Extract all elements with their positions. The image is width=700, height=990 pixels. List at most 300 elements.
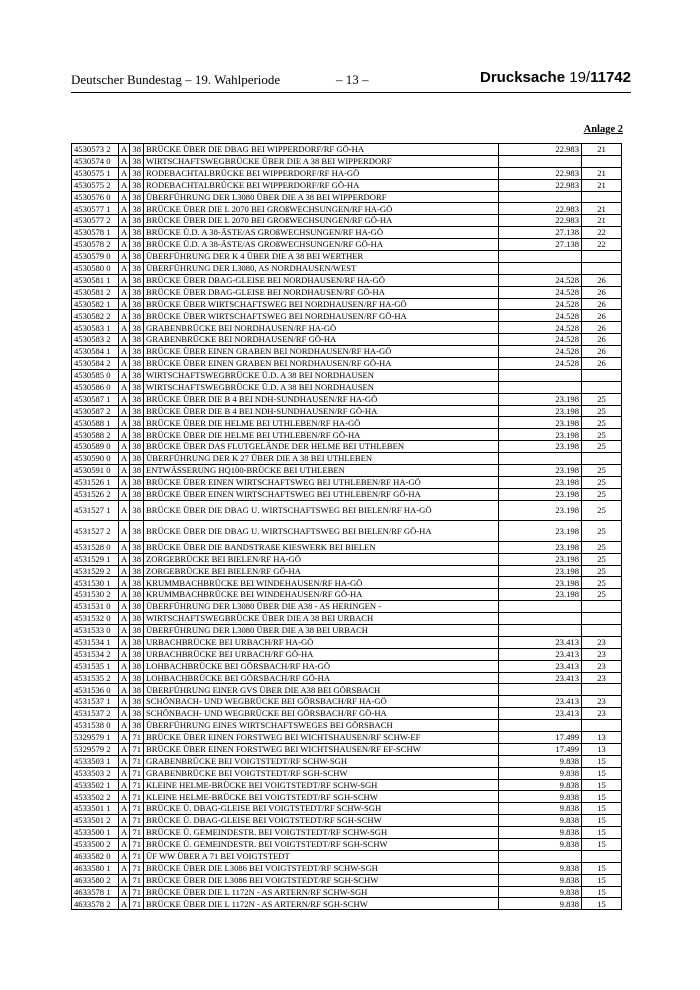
road-number: 38 <box>130 624 144 636</box>
station-km <box>499 191 582 203</box>
road-number: 38 <box>130 239 144 251</box>
station-km: 9.838 <box>499 779 582 791</box>
table-row <box>72 358 622 370</box>
bridge-description: SCHÖNBACH- UND WEGBRÜCKE BEI GÖRSBACH/RF HA-GÖ <box>144 696 499 708</box>
bridge-description: BRÜCKE Ü. DBAG-GLEISE BEI VOIGTSTEDT/RF SCHW-SGH <box>144 803 499 815</box>
road-class: A <box>119 541 130 553</box>
page-number: – 13 – <box>336 72 369 87</box>
table-row <box>72 827 622 839</box>
bridge-id: 4633580 2 <box>72 874 119 886</box>
value: 26 <box>582 322 622 334</box>
value: 21 <box>582 203 622 215</box>
table-row <box>72 838 622 850</box>
road-number: 38 <box>130 589 144 601</box>
table-row <box>72 405 622 417</box>
road-class: A <box>119 358 130 370</box>
bridge-id: 4530587 1 <box>72 393 119 405</box>
value: 25 <box>582 565 622 577</box>
value: 25 <box>582 417 622 429</box>
bridge-id: 4530588 1 <box>72 417 119 429</box>
station-km <box>499 453 582 465</box>
station-km: 23.198 <box>499 476 582 488</box>
table-row <box>72 262 622 274</box>
value: 21 <box>582 167 622 179</box>
value: 23 <box>582 648 622 660</box>
table-row <box>72 874 622 886</box>
road-number: 38 <box>130 262 144 274</box>
table-row <box>72 850 622 862</box>
road-class: A <box>119 369 130 381</box>
value: 22 <box>582 239 622 251</box>
value: 13 <box>582 731 622 743</box>
road-class: A <box>119 755 130 767</box>
station-km: 23.198 <box>499 417 582 429</box>
bridge-description: BRÜCKE Ü.D. A 38-ÄSTE/AS GROßWECHSUNGEN/RF HA-GÖ <box>144 227 499 239</box>
value <box>582 381 622 393</box>
bridge-id: 4531538 0 <box>72 720 119 732</box>
table-row <box>72 381 622 393</box>
bridge-id: 4530574 0 <box>72 155 119 167</box>
station-km: 23.198 <box>499 565 582 577</box>
header-rule <box>71 92 631 93</box>
bridge-description: BRÜCKE ÜBER DIE DBAG BEI WIPPERDORF/RF GÖ-HA <box>144 144 499 156</box>
bridge-description: BRÜCKE ÜBER DBAG-GLEISE BEI NORDHAUSEN/RF HA-GÖ <box>144 274 499 286</box>
road-class: A <box>119 708 130 720</box>
road-class: A <box>119 827 130 839</box>
bridge-id: 4531534 1 <box>72 636 119 648</box>
bridge-id: 4530573 2 <box>72 144 119 156</box>
station-km: 23.198 <box>499 577 582 589</box>
station-km: 24.528 <box>499 298 582 310</box>
bridge-id: 4530577 1 <box>72 203 119 215</box>
road-number: 38 <box>130 227 144 239</box>
road-class: A <box>119 521 130 542</box>
road-number: 38 <box>130 648 144 660</box>
station-km: 23.198 <box>499 541 582 553</box>
bridge-description: WIRTSCHAFTSWEGBRÜCKE ÜBER DIE A 38 BEI WIPPERDORF <box>144 155 499 167</box>
bridge-table-body <box>72 144 622 910</box>
value: 23 <box>582 636 622 648</box>
road-number: 38 <box>130 429 144 441</box>
bridge-description: BRÜCKE ÜBER DIE L3086 BEI VOIGTSTEDT/RF SCHW-SGH <box>144 862 499 874</box>
value: 25 <box>582 441 622 453</box>
station-km: 23.413 <box>499 660 582 672</box>
bridge-description: ÜBERFÜHRUNG DER K 27 ÜBER DIE A 38 BEI UTHLEBEN <box>144 453 499 465</box>
station-km <box>499 684 582 696</box>
bridge-id: 4531536 0 <box>72 684 119 696</box>
station-km: 9.838 <box>499 862 582 874</box>
road-number: 38 <box>130 334 144 346</box>
value: 13 <box>582 743 622 755</box>
station-km: 27.138 <box>499 239 582 251</box>
station-km: 24.528 <box>499 358 582 370</box>
station-km: 23.198 <box>499 589 582 601</box>
road-number: 38 <box>130 672 144 684</box>
table-row <box>72 369 622 381</box>
road-class: A <box>119 405 130 417</box>
bridge-description: BRÜCKE ÜBER DIE DBAG U. WIRTSCHAFTSWEG BEI BIELEN/RF HA-GÖ <box>144 500 499 521</box>
station-km <box>499 155 582 167</box>
station-km <box>499 720 582 732</box>
bridge-description: GRABENBRÜCKE BEI VOIGTSTEDT/RF SCHW-SGH <box>144 755 499 767</box>
table-row <box>72 393 622 405</box>
value: 15 <box>582 838 622 850</box>
road-class: A <box>119 601 130 613</box>
station-km: 9.838 <box>499 827 582 839</box>
road-class: A <box>119 381 130 393</box>
table-row <box>72 636 622 648</box>
station-km: 9.838 <box>499 755 582 767</box>
bridge-description: BRÜCKE ÜBER EINEN FORSTWEG BEI WICHTSHAUSEN/RF SCHW-EF <box>144 731 499 743</box>
road-number: 71 <box>130 815 144 827</box>
bridge-id: 4531526 1 <box>72 476 119 488</box>
bridge-description: BRÜCKE ÜBER DAS FLUTGELÄNDE DER HELME BEI UTHLEBEN <box>144 441 499 453</box>
road-number: 38 <box>130 720 144 732</box>
bridge-description: BRÜCKE Ü. GEMEINDESTR. BEI VOIGTSTEDT/RF SGH-SCHW <box>144 838 499 850</box>
road-class: A <box>119 144 130 156</box>
bridge-description: BRÜCKE ÜBER DIE BANDSTRAßE KIESWERK BEI BIELEN <box>144 541 499 553</box>
value <box>582 601 622 613</box>
bridge-id: 4530576 0 <box>72 191 119 203</box>
bridge-description: BRÜCKE Ü. DBAG-GLEISE BEI VOIGTSTEDT/RF SGH-SCHW <box>144 815 499 827</box>
table-row <box>72 565 622 577</box>
bridge-id: 4533501 1 <box>72 803 119 815</box>
road-number: 38 <box>130 251 144 263</box>
table-row <box>72 310 622 322</box>
value: 21 <box>582 215 622 227</box>
bridge-description: KRUMMBACHBRÜCKE BEI WINDEHAUSEN/RF GÖ-HA <box>144 589 499 601</box>
road-number: 38 <box>130 179 144 191</box>
bridge-id: 4531528 0 <box>72 541 119 553</box>
table-row <box>72 144 622 156</box>
bridge-description: ÜBERFÜHRUNG EINES WIRTSCHAFTSWEGES BEI GÖRSBACH <box>144 720 499 732</box>
bridge-description: BRÜCKE ÜBER EINEN GRABEN BEI NORDHAUSEN/RF GÖ-HA <box>144 358 499 370</box>
bridge-id: 4530588 2 <box>72 429 119 441</box>
table-row <box>72 429 622 441</box>
bridge-table <box>71 143 622 910</box>
bridge-id: 4531535 2 <box>72 672 119 684</box>
table-row <box>72 239 622 251</box>
road-class: A <box>119 453 130 465</box>
road-class: A <box>119 179 130 191</box>
table-row <box>72 898 622 910</box>
road-number: 38 <box>130 660 144 672</box>
road-number: 38 <box>130 310 144 322</box>
document-label: Drucksache <box>480 69 566 86</box>
station-km: 24.528 <box>499 286 582 298</box>
bridge-id: 4533500 1 <box>72 827 119 839</box>
bridge-id: 4633578 1 <box>72 886 119 898</box>
value: 25 <box>582 465 622 477</box>
station-km <box>499 262 582 274</box>
road-number: 38 <box>130 577 144 589</box>
station-km: 23.413 <box>499 672 582 684</box>
bridge-id: 4530582 1 <box>72 298 119 310</box>
page-header <box>71 69 631 92</box>
road-number: 38 <box>130 465 144 477</box>
road-number: 38 <box>130 155 144 167</box>
road-number: 38 <box>130 215 144 227</box>
value: 15 <box>582 898 622 910</box>
road-class: A <box>119 167 130 179</box>
station-km: 9.838 <box>499 886 582 898</box>
station-km: 23.413 <box>499 636 582 648</box>
station-km: 23.198 <box>499 488 582 500</box>
bridge-id: 4530581 1 <box>72 274 119 286</box>
road-class: A <box>119 779 130 791</box>
table-row <box>72 577 622 589</box>
bridge-description: BRÜCKE ÜBER EINEN WIRTSCHAFTSWEG BEI UTHLEBEN/RF GÖ-HA <box>144 488 499 500</box>
value: 21 <box>582 179 622 191</box>
bridge-id: 4530575 1 <box>72 167 119 179</box>
value: 26 <box>582 346 622 358</box>
value: 25 <box>582 577 622 589</box>
bridge-id: 4533502 2 <box>72 791 119 803</box>
bridge-id: 4533503 1 <box>72 755 119 767</box>
bridge-id: 4530585 0 <box>72 369 119 381</box>
road-number: 71 <box>130 850 144 862</box>
bridge-id: 4530578 2 <box>72 239 119 251</box>
value: 23 <box>582 660 622 672</box>
table-row <box>72 589 622 601</box>
bridge-description: ÜBERFÜHRUNG DER K 4 ÜBER DIE A 38 BEI WERTHER <box>144 251 499 263</box>
bridge-description: BRÜCKE Ü. GEMEINDESTR. BEI VOIGTSTEDT/RF SCHW-SGH <box>144 827 499 839</box>
bridge-description: ENTWÄSSERUNG HQ100-BRÜCKE BEI UTHLEBEN <box>144 465 499 477</box>
road-class: A <box>119 684 130 696</box>
bridge-description: ÜF WW ÜBER A 71 BEI VOIGTSTEDT <box>144 850 499 862</box>
bridge-id: 4531534 2 <box>72 648 119 660</box>
bridge-description: ÜBERFÜHRUNG DER L3080 ÜBER DIE A 38 BEI URBACH <box>144 624 499 636</box>
road-class: A <box>119 334 130 346</box>
station-km: 24.528 <box>499 322 582 334</box>
station-km: 23.198 <box>499 500 582 521</box>
bridge-id: 4531526 2 <box>72 488 119 500</box>
road-class: A <box>119 767 130 779</box>
road-class: A <box>119 565 130 577</box>
bridge-id: 4531527 2 <box>72 521 119 542</box>
table-row <box>72 521 622 542</box>
road-class: A <box>119 624 130 636</box>
bridge-id: 4530589 0 <box>72 441 119 453</box>
bridge-id: 4533503 2 <box>72 767 119 779</box>
road-class: A <box>119 898 130 910</box>
value <box>582 720 622 732</box>
station-km: 23.198 <box>499 441 582 453</box>
value: 15 <box>582 874 622 886</box>
value: 25 <box>582 553 622 565</box>
road-number: 38 <box>130 346 144 358</box>
table-row <box>72 731 622 743</box>
publication-title: Deutscher Bundestag – 19. Wahlperiode <box>71 72 281 87</box>
value: 26 <box>582 334 622 346</box>
station-km: 17.499 <box>499 731 582 743</box>
value: 25 <box>582 521 622 542</box>
value <box>582 453 622 465</box>
bridge-description: BRÜCKE ÜBER DIE B 4 BEI NDH-SUNDHAUSEN/RF HA-GÖ <box>144 393 499 405</box>
table-row <box>72 541 622 553</box>
bridge-id: 4530578 1 <box>72 227 119 239</box>
bridge-description: ÜBERFÜHRUNG DER L3080, AS NORDHAUSEN/WEST <box>144 262 499 274</box>
road-class: A <box>119 731 130 743</box>
bridge-description: LOHBACHBRÜCKE BEI GÖRSBACH/RF HA-GÖ <box>144 660 499 672</box>
bridge-id: 4531537 1 <box>72 696 119 708</box>
station-km: 24.528 <box>499 346 582 358</box>
bridge-id: 4530587 2 <box>72 405 119 417</box>
station-km: 22.983 <box>499 179 582 191</box>
road-class: A <box>119 589 130 601</box>
road-number: 38 <box>130 708 144 720</box>
road-number: 38 <box>130 191 144 203</box>
station-km: 24.528 <box>499 310 582 322</box>
road-class: A <box>119 886 130 898</box>
bridge-id: 4633582 0 <box>72 850 119 862</box>
table-row <box>72 803 622 815</box>
station-km <box>499 613 582 625</box>
table-row <box>72 720 622 732</box>
bridge-description: WIRTSCHAFTSWEGBRÜCKE ÜBER DIE A 38 BEI URBACH <box>144 613 499 625</box>
road-class: A <box>119 310 130 322</box>
road-class: A <box>119 803 130 815</box>
station-km <box>499 381 582 393</box>
road-class: A <box>119 262 130 274</box>
value <box>582 850 622 862</box>
road-class: A <box>119 239 130 251</box>
road-class: A <box>119 696 130 708</box>
road-class: A <box>119 274 130 286</box>
road-class: A <box>119 203 130 215</box>
road-class: A <box>119 476 130 488</box>
station-km: 22.983 <box>499 167 582 179</box>
road-class: A <box>119 553 130 565</box>
station-km: 23.198 <box>499 553 582 565</box>
table-row <box>72 298 622 310</box>
station-km: 22.983 <box>499 215 582 227</box>
road-number: 71 <box>130 743 144 755</box>
table-row <box>72 227 622 239</box>
value <box>582 251 622 263</box>
table-row <box>72 191 622 203</box>
value <box>582 155 622 167</box>
road-class: A <box>119 648 130 660</box>
station-km: 23.413 <box>499 696 582 708</box>
bridge-id: 4531527 1 <box>72 500 119 521</box>
bridge-description: BRÜCKE ÜBER DIE DBAG U. WIRTSCHAFTSWEG BEI BIELEN/RF GÖ-HA <box>144 521 499 542</box>
bridge-id: 4633578 2 <box>72 898 119 910</box>
bridge-description: KLEINE HELME-BRÜCKE BEI VOIGTSTEDT/RF SGH-SCHW <box>144 791 499 803</box>
bridge-id: 4530581 2 <box>72 286 119 298</box>
road-class: A <box>119 191 130 203</box>
value <box>582 624 622 636</box>
bridge-description: ÜBERFÜHRUNG DER L3080 ÜBER DIE A 38 BEI WIPPERDORF <box>144 191 499 203</box>
road-number: 71 <box>130 803 144 815</box>
bridge-description: BRÜCKE ÜBER DIE L 2070 BEI GROßWECHSUNGEN/RF GÖ-HA <box>144 215 499 227</box>
value: 26 <box>582 358 622 370</box>
bridge-description: BRÜCKE ÜBER EINEN WIRTSCHAFTSWEG BEI UTHLEBEN/RF HA-GÖ <box>144 476 499 488</box>
bridge-id: 4530584 2 <box>72 358 119 370</box>
station-km: 27.138 <box>499 227 582 239</box>
bridge-id: 4531532 0 <box>72 613 119 625</box>
bridge-id: 5329579 2 <box>72 743 119 755</box>
road-class: A <box>119 500 130 521</box>
table-row <box>72 779 622 791</box>
station-km: 9.838 <box>499 803 582 815</box>
table-row <box>72 743 622 755</box>
road-class: A <box>119 660 130 672</box>
road-number: 38 <box>130 521 144 542</box>
table-row <box>72 708 622 720</box>
road-class: A <box>119 393 130 405</box>
road-number: 71 <box>130 779 144 791</box>
table-row <box>72 441 622 453</box>
station-km <box>499 601 582 613</box>
station-km: 24.528 <box>499 334 582 346</box>
bridge-id: 4530583 2 <box>72 334 119 346</box>
road-number: 38 <box>130 405 144 417</box>
table-row <box>72 488 622 500</box>
station-km: 23.198 <box>499 465 582 477</box>
table-row <box>72 684 622 696</box>
station-km: 9.838 <box>499 815 582 827</box>
bridge-id: 4531529 1 <box>72 553 119 565</box>
table-row <box>72 660 622 672</box>
table-row <box>72 215 622 227</box>
value: 15 <box>582 886 622 898</box>
table-row <box>72 203 622 215</box>
road-number: 38 <box>130 453 144 465</box>
table-row <box>72 251 622 263</box>
bridge-id: 4533501 2 <box>72 815 119 827</box>
value <box>582 191 622 203</box>
road-class: A <box>119 743 130 755</box>
road-number: 38 <box>130 393 144 405</box>
bridge-id: 4531530 1 <box>72 577 119 589</box>
road-class: A <box>119 636 130 648</box>
road-class: A <box>119 791 130 803</box>
bridge-description: BRÜCKE ÜBER DIE L 1172N - AS ARTERN/RF SCHW-SGH <box>144 886 499 898</box>
road-class: A <box>119 227 130 239</box>
value <box>582 613 622 625</box>
road-number: 71 <box>130 862 144 874</box>
road-class: A <box>119 488 130 500</box>
road-class: A <box>119 286 130 298</box>
bridge-id: 4530579 0 <box>72 251 119 263</box>
road-number: 38 <box>130 488 144 500</box>
bridge-description: GRABENBRÜCKE BEI NORDHAUSEN/RF HA-GÖ <box>144 322 499 334</box>
bridge-description: URBACHBRÜCKE BEI URBACH/RF GÖ-HA <box>144 648 499 660</box>
value: 15 <box>582 827 622 839</box>
value: 23 <box>582 696 622 708</box>
road-number: 38 <box>130 417 144 429</box>
bridge-description: BRÜCKE ÜBER DIE L 1172N - AS ARTERN/RF SGH-SCHW <box>144 898 499 910</box>
value: 25 <box>582 500 622 521</box>
bridge-id: 4530586 0 <box>72 381 119 393</box>
bridge-id: 5329579 1 <box>72 731 119 743</box>
table-row <box>72 815 622 827</box>
value: 26 <box>582 274 622 286</box>
table-row <box>72 767 622 779</box>
table-row <box>72 179 622 191</box>
bridge-description: WIRTSCHAFTSWEGBRÜCKE Ü.D. A 38 BEI NORDHAUSEN <box>144 369 499 381</box>
bridge-description: WIRTSCHAFTSWEGBRÜCKE Ü.D. A 38 BEI NORDHAUSEN <box>144 381 499 393</box>
station-km: 22.983 <box>499 144 582 156</box>
station-km: 9.838 <box>499 898 582 910</box>
table-row <box>72 286 622 298</box>
bridge-description: BRÜCKE Ü.D. A 38-ÄSTE/AS GROßWECHSUNGEN/RF GÖ-HA <box>144 239 499 251</box>
table-row <box>72 274 622 286</box>
bridge-id: 4530580 0 <box>72 262 119 274</box>
road-number: 38 <box>130 358 144 370</box>
bridge-id: 4530575 2 <box>72 179 119 191</box>
